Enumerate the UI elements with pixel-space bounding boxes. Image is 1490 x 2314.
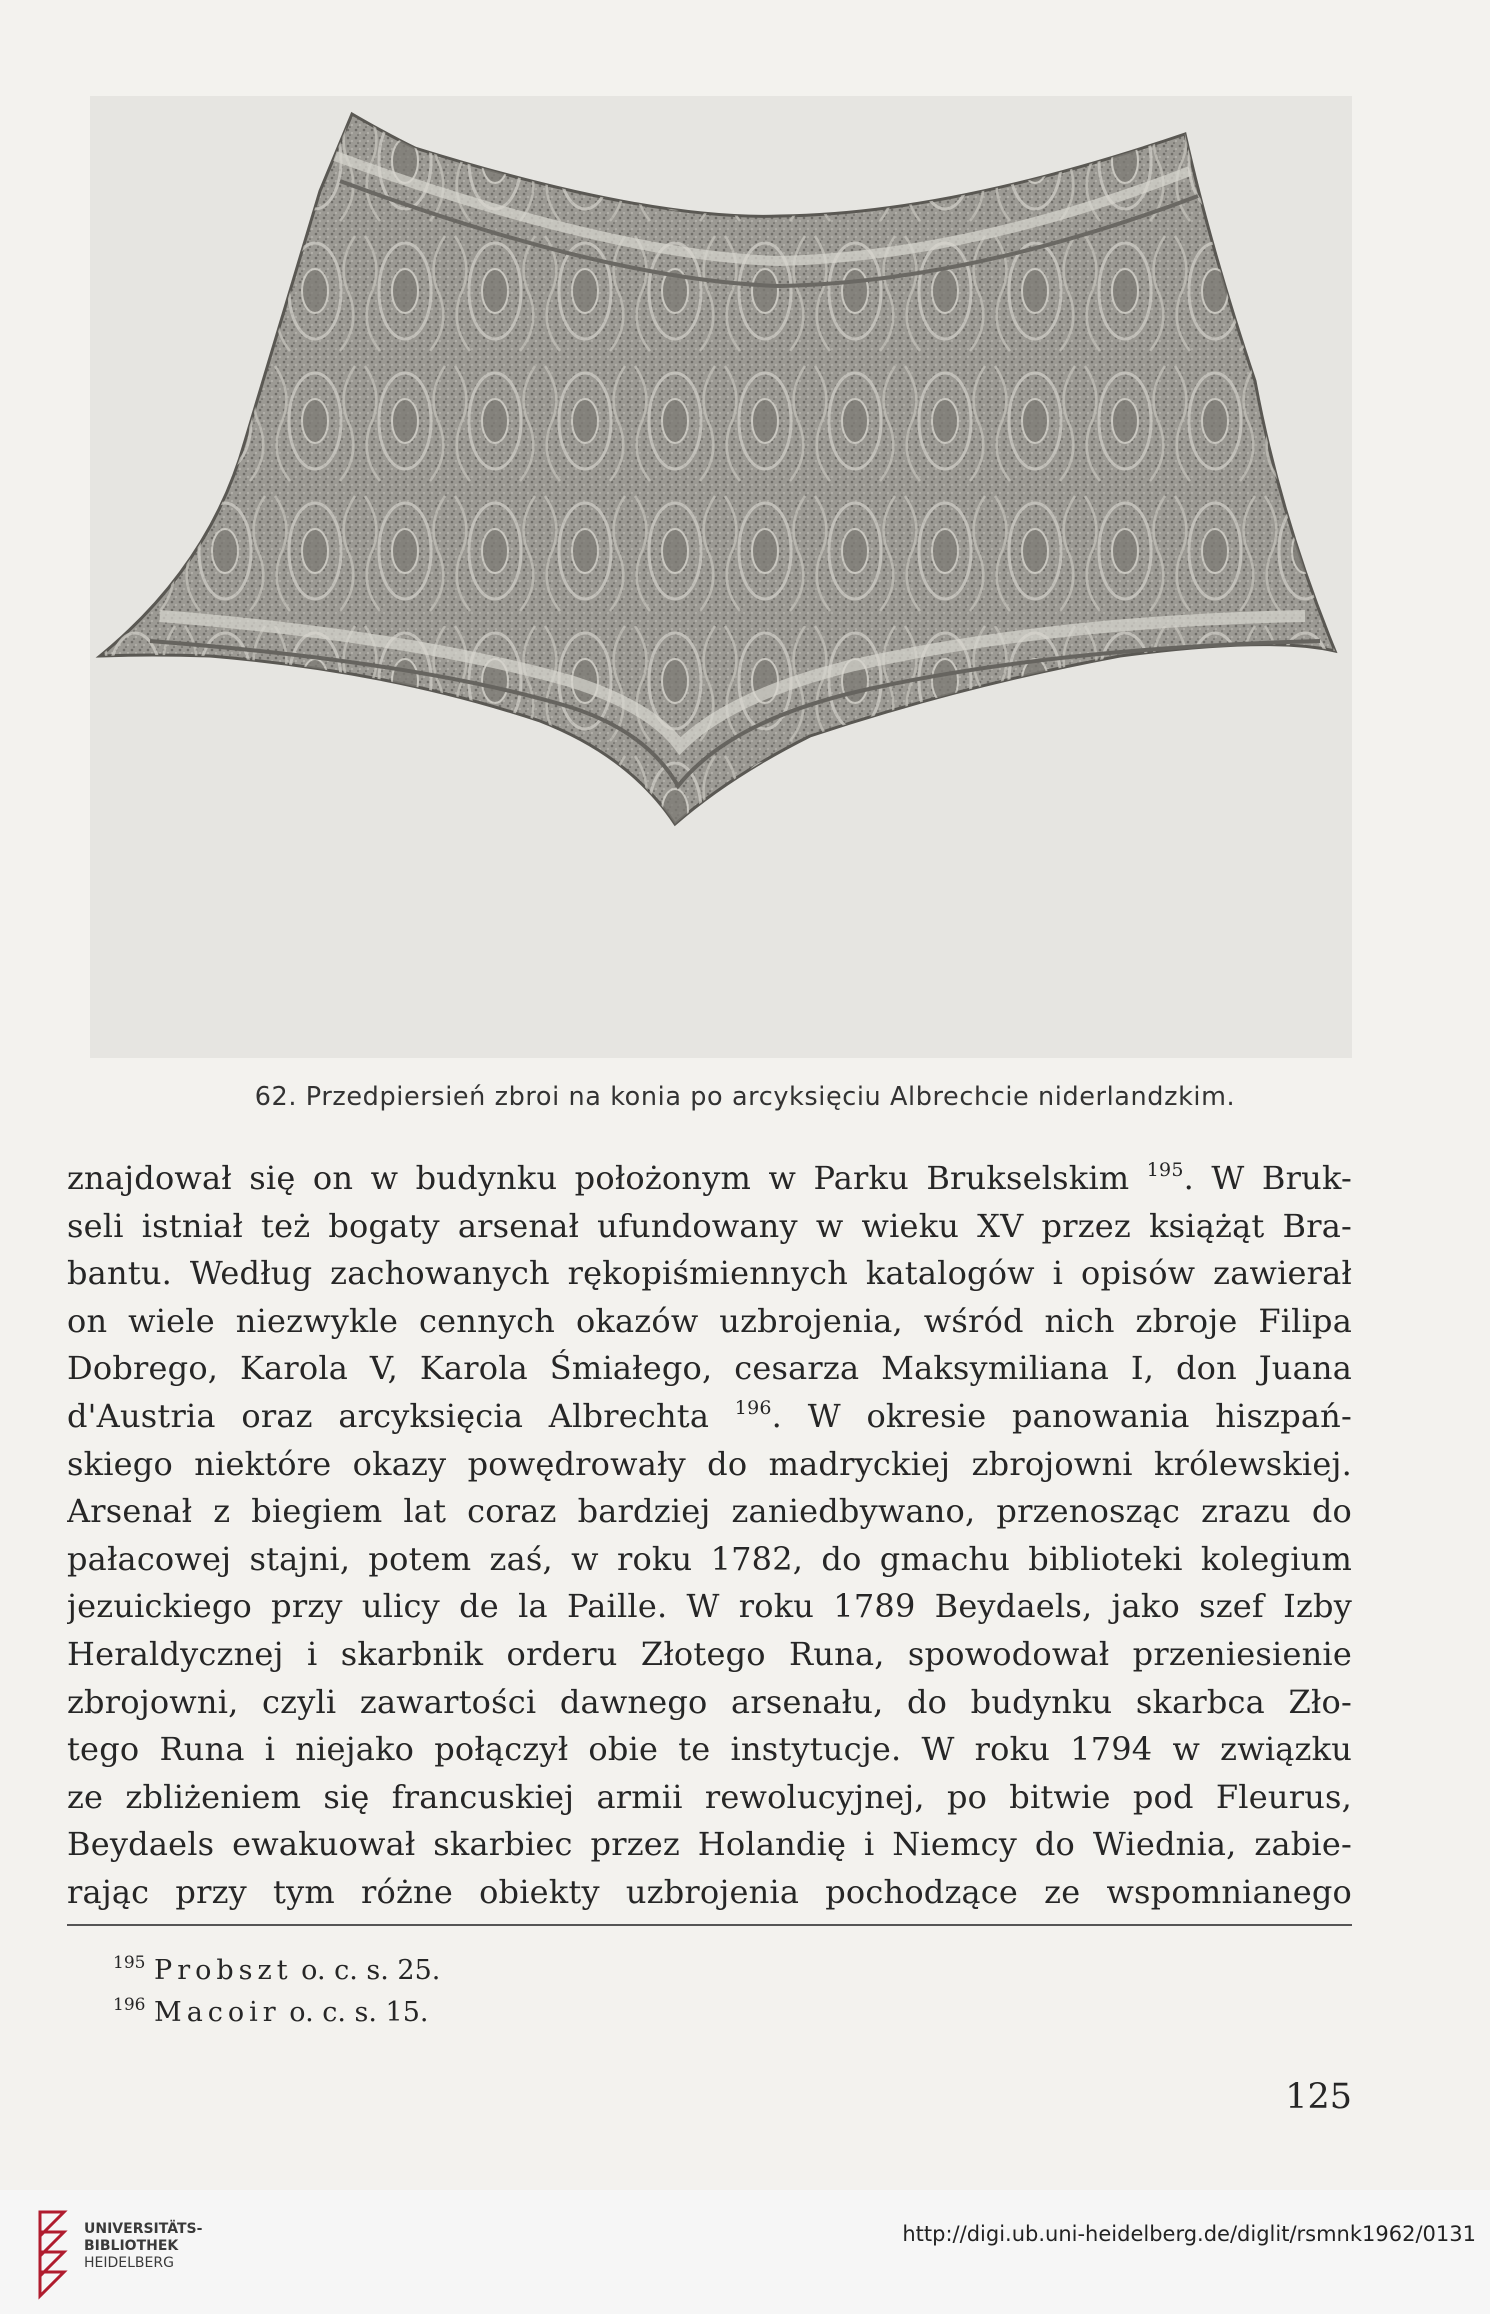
footnotes bbox=[113, 1950, 440, 2034]
footnote-author: Probszt bbox=[154, 1955, 293, 1986]
footnote-ref: 196 bbox=[734, 1396, 772, 1419]
text-segment: . W Bruk- bbox=[1183, 1159, 1352, 1197]
footnote-196 bbox=[113, 1992, 440, 2034]
page-number: 125 bbox=[1285, 2077, 1352, 2117]
text-line: skiego niektóre okazy powędrowały do madryckiej zbrojowni królewskiej. bbox=[67, 1444, 1352, 1483]
footnote-number: 196 bbox=[113, 1995, 146, 2015]
text-line: on wiele niezwykle cennych okazów uzbrojenia, wśród nich zbroje Filipa bbox=[67, 1301, 1352, 1340]
text-line: bantu. Według zachowanych rękopiśmiennych katalogów i opisów zawierał bbox=[67, 1254, 1352, 1293]
text-line bbox=[67, 1155, 1352, 1203]
text-line: Arsenał z biegiem lat coraz bardziej zaniedbywano, przenosząc zrazu do bbox=[67, 1492, 1352, 1531]
footnote-author: Macoir bbox=[154, 1997, 281, 2028]
text-line: Dobrego, Karola V, Karola Śmiałego, cesarza Maksymiliana I, don Juana bbox=[67, 1349, 1352, 1388]
main-paragraph bbox=[67, 1155, 1352, 1917]
library-name bbox=[84, 2221, 202, 2272]
text-segment: znajdował się on w budynku położonym w Parku Brukselskim bbox=[67, 1159, 1147, 1197]
text-line: zbrojowni, czyli zawartości dawnego arsenału, do budynku skarbca Zło- bbox=[67, 1682, 1352, 1721]
armor-photograph bbox=[90, 96, 1352, 1058]
text-line: seli istniał też bogaty arsenał ufundowany w wieku XV przez książąt Bra- bbox=[67, 1206, 1352, 1245]
footnote-195 bbox=[113, 1950, 440, 1992]
library-name-line: HEIDELBERG bbox=[84, 2255, 174, 2271]
text-line bbox=[67, 1393, 1352, 1441]
text-line: Beydaels ewakuował skarbiec przez Holandię i Niemcy do Wiednia, zabie- bbox=[67, 1825, 1352, 1864]
library-logo-icon bbox=[36, 2208, 76, 2300]
footnote-ref-text: o. c. s. 15. bbox=[280, 1997, 429, 2028]
footnote-divider bbox=[67, 1924, 1352, 1926]
footnote-ref-text: o. c. s. 25. bbox=[292, 1955, 441, 1986]
text-line: Heraldycznej i skarbnik orderu Złotego Runa, spowodował przeniesienie bbox=[67, 1634, 1352, 1673]
library-name-line: UNIVERSITÄTS- bbox=[84, 2221, 203, 2237]
text-segment: . W okresie panowania hiszpań- bbox=[771, 1396, 1352, 1435]
footnote-number: 195 bbox=[113, 1953, 146, 1973]
footnote-ref: 195 bbox=[1146, 1159, 1184, 1181]
source-url-link[interactable]: http://digi.ub.uni-heidelberg.de/diglit/rsmnk1962/0131 bbox=[902, 2222, 1476, 2246]
text-segment: d'Austria oraz arcyksięcia Albrechta bbox=[67, 1396, 735, 1435]
text-line: pałacowej stajni, potem zaś, w roku 1782, do gmachu biblioteki kolegium bbox=[67, 1539, 1352, 1578]
text-line: tego Runa i niejako połączył obie te instytucje. W roku 1794 w związku bbox=[67, 1730, 1352, 1769]
text-line: ze zbliżeniem się francuskiej armii rewolucyjnej, po bitwie pod Fleurus, bbox=[67, 1777, 1352, 1816]
library-name-line: BIBLIOTHEK bbox=[84, 2238, 179, 2254]
digitization-footer bbox=[0, 2190, 1490, 2314]
text-line: rając przy tym różne obiekty uzbrojenia pochodzące ze wspomnianego bbox=[67, 1872, 1352, 1911]
text-line: jezuickiego przy ulicy de la Paille. W roku 1789 Beydaels, jako szef Izby bbox=[67, 1587, 1352, 1626]
figure-caption: 62. Przedpiersień zbroi na konia po arcyksięciu Albrechcie niderlandzkim. bbox=[254, 1082, 1236, 1112]
horse-armor-peytral-image bbox=[90, 96, 1352, 1058]
